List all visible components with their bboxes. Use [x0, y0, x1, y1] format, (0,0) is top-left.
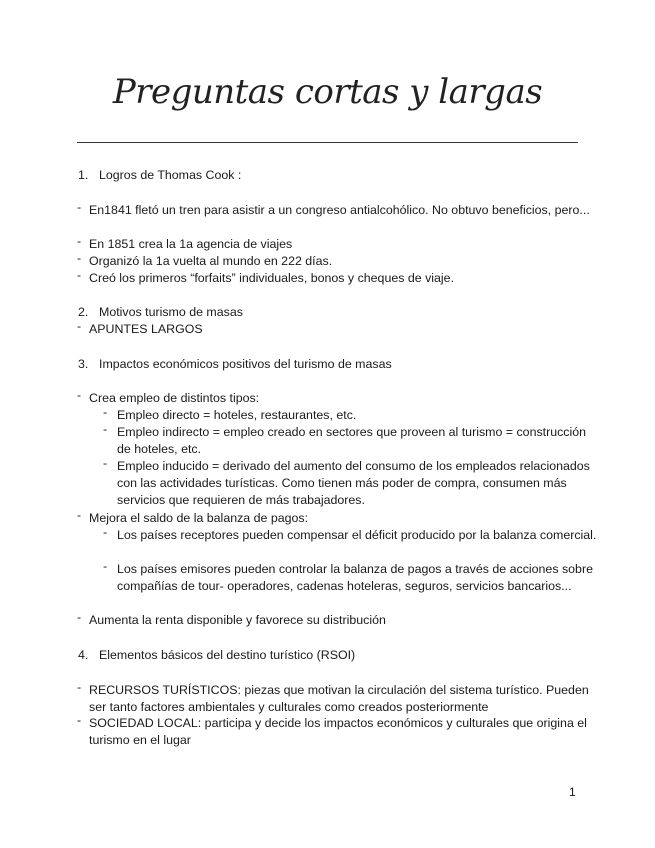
section-heading — [78, 167, 241, 184]
section-heading — [78, 304, 243, 321]
title-divider — [77, 142, 578, 143]
sub-list-item: - Los países receptores pueden compensar el déficit producido por la balanza comercial. — [103, 527, 597, 544]
list-item: - RECURSOS TURÍSTICOS: piezas que motivan la circulación del sistema turístico. Pueden ser tanto factores ambientales y culturales como creados posteriormente — [77, 682, 594, 716]
section-heading — [78, 356, 392, 373]
sub-list-item: - Empleo inducido = derivado del aumento del consumo de los empleados relacionados con las actividades turísticas. Como tienen más poder de compra, consumen más servicios que requieren de más trabajadores. — [103, 458, 597, 510]
section-heading — [78, 647, 355, 664]
sub-list-item: - Empleo indirecto = empleo creado en sectores que proveen al turismo = construcción de hoteles, etc. — [103, 424, 597, 458]
section-title: Elementos básicos del destino turístico (RSOI) — [99, 648, 356, 662]
list-item: - En1841 fletó un tren para asistir a un congreso antialcohólico. No obtuvo beneficios, pero... — [77, 202, 594, 219]
list-item: - SOCIEDAD LOCAL: participa y decide los impactos económicos y culturales que origina el turismo en el lugar — [77, 715, 594, 749]
section-number: 3. — [78, 357, 89, 371]
list-item: - Aumenta la renta disponible y favorece su distribución — [77, 612, 594, 629]
list-item: - APUNTES LARGOS — [77, 321, 594, 338]
list-item: - En 1851 crea la 1a agencia de viajes — [77, 236, 594, 253]
list-item: - Mejora el saldo de la balanza de pagos: — [77, 510, 594, 527]
section-title: Impactos económicos positivos del turismo de masas — [99, 357, 392, 371]
section-number: 4. — [78, 648, 89, 662]
page-title: Preguntas cortas y largas — [112, 72, 543, 112]
sub-list-item: - Los países emisores pueden controlar la balanza de pagos a través de acciones sobre compañías de tour- operadores, cadenas hoteleras, seguros, servicios bancarios... — [103, 561, 597, 595]
section-number: 1. — [78, 168, 89, 182]
sub-list-item: - Empleo directo = hoteles, restaurantes, etc. — [103, 407, 597, 424]
section-number: 2. — [78, 305, 89, 319]
section-title: Motivos turismo de masas — [99, 305, 243, 319]
list-item: - Creó los primeros “forfaits” individuales, bonos y cheques de viaje. — [77, 270, 594, 287]
list-item: - Organizó la 1a vuelta al mundo en 222 días. — [77, 253, 594, 270]
list-item: - Crea empleo de distintos tipos: — [77, 390, 594, 407]
page-number: 1 — [569, 785, 576, 799]
section-title: Logros de Thomas Cook : — [99, 168, 242, 182]
